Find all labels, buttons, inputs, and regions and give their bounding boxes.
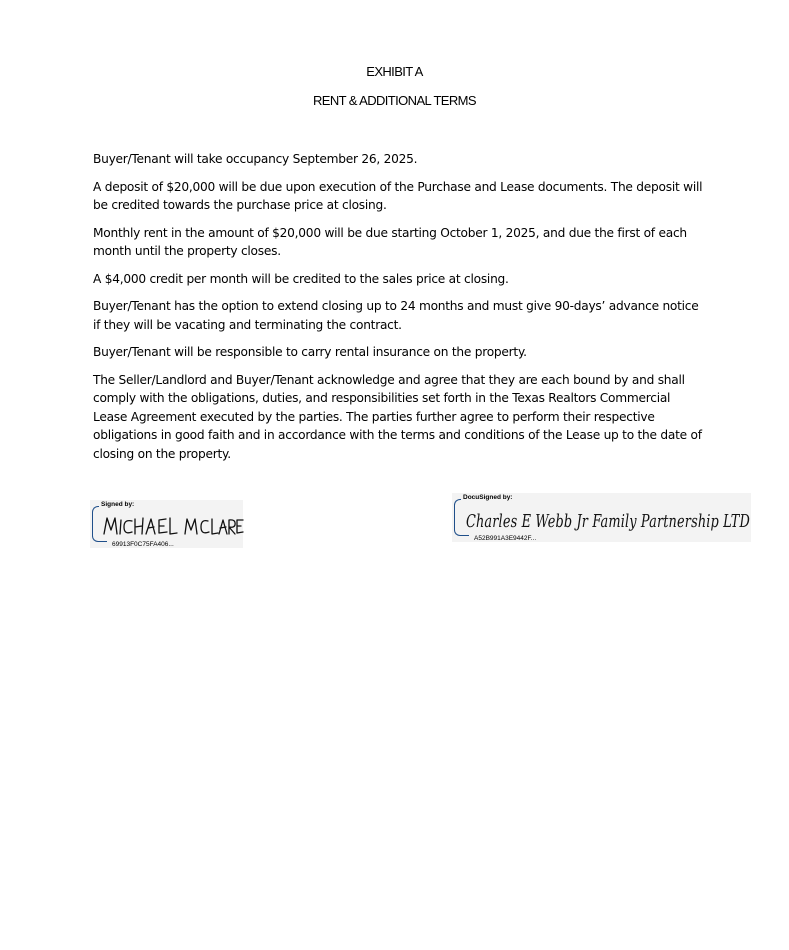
envelope-id: 69913F0C75FA406... <box>112 541 174 548</box>
envelope-id: A52B991A3E9442F... <box>474 535 537 542</box>
term-occupancy: Buyer/Tenant will take occupancy September 26, 2025. <box>93 152 418 166</box>
buyer-signature-image <box>102 510 244 540</box>
term-credit: A $4,000 credit per month will be credited to the sales price at closing. <box>93 271 509 286</box>
term-insurance: Buyer/Tenant will be responsible to carry rental insurance on the property. <box>93 345 527 359</box>
seller-signature-image <box>464 503 752 535</box>
svg-text:Charles E Webb Jr Family Partn: Charles E Webb Jr Family Partnership LTD <box>466 511 751 532</box>
docusigned-by-label: DocuSigned by: <box>463 494 513 501</box>
exhibit-subtitle: RENT & ADDITIONAL TERMS <box>313 93 476 108</box>
term-deposit: A deposit of $20,000 will be due upon execution of the Purchase and Lease documents. The deposit will be credited towards the purchase price at closing. <box>93 179 703 212</box>
terms-body <box>93 150 703 472</box>
signed-by-label: Signed by: <box>101 501 135 508</box>
term-lease-obligations: The Seller/Landlord and Buyer/Tenant acknowledge and agree that they are each bound by and shall comply with the obligations, duties, and responsibilities set forth in the Texas Realtors Commercial Lease Agreement executed by the parties. The parties further agree to perform their respective obligations in good faith and in accordance with the terms and conditions of the Lease up to the date of closing on the property. <box>93 372 702 461</box>
term-monthly-rent: Monthly rent in the amount of $20,000 will be due starting October 1, 2025, and due the first of each month until the property closes. <box>93 225 687 258</box>
term-extension-option: Buyer/Tenant has the option to extend closing up to 24 months and must give 90-days’ advance notice if they will be vacating and terminating the contract. <box>93 299 699 332</box>
signature-block-buyer <box>90 500 243 548</box>
exhibit-title: EXHIBIT A <box>366 64 423 79</box>
signature-block-seller <box>452 493 751 542</box>
